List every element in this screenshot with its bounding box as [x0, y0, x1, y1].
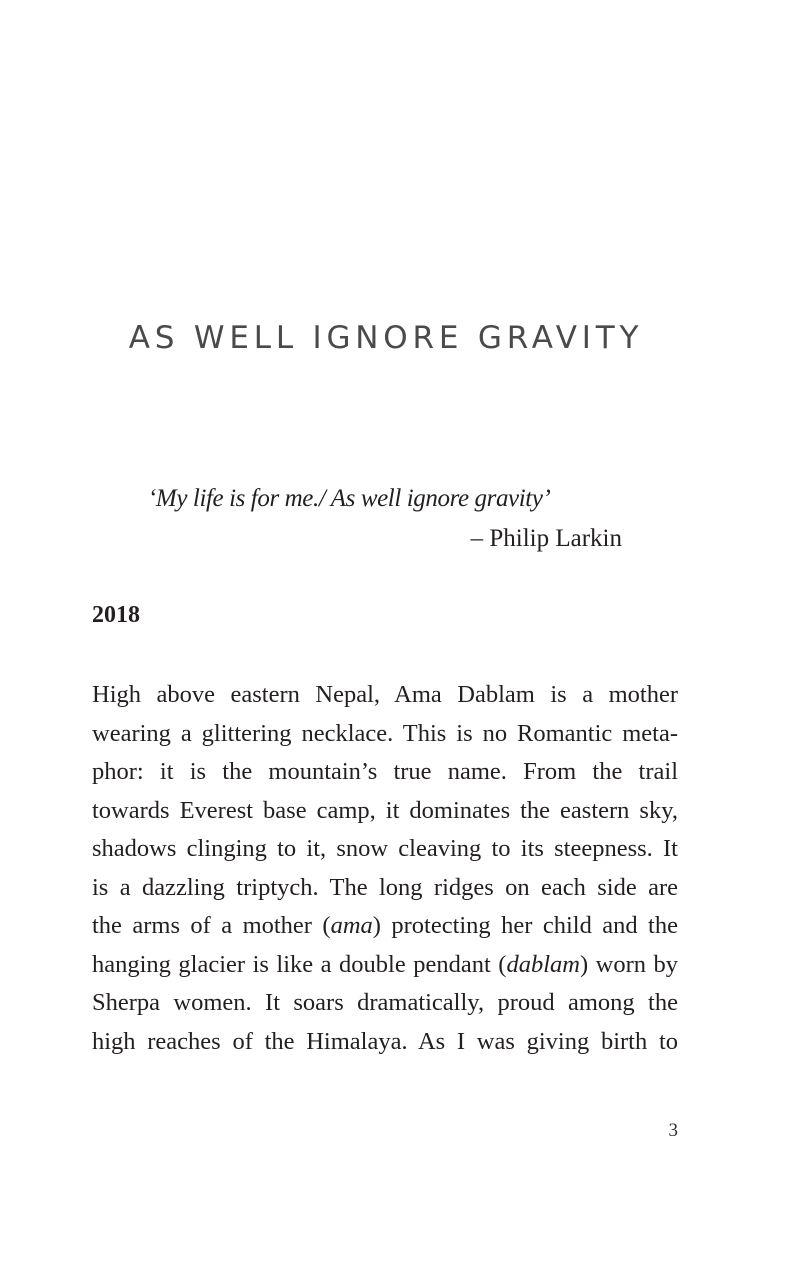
text-line — [92, 792, 678, 831]
text-span: phor: it is the mountain’s true name. From the trail — [92, 758, 678, 785]
text-span: ) protecting her child and the — [372, 912, 678, 939]
page-number: 3 — [668, 1120, 678, 1141]
epigraph-quote: ‘My life is for me./ As well ignore gravity’ — [148, 485, 551, 512]
text-span: towards Everest base camp, it dominates the eastern sky, — [92, 796, 678, 824]
body-paragraph — [92, 676, 678, 1061]
text-line — [92, 715, 678, 754]
text-span: wearing a glittering necklace. This is no Romantic meta- — [92, 719, 678, 747]
text-span: hanging glacier is like a double pendant ( — [92, 950, 507, 978]
text-span: ) worn by — [579, 950, 678, 978]
text-line — [92, 984, 678, 1023]
text-span: High above eastern Nepal, Ama Dablam is a mother — [92, 681, 678, 708]
section-heading: 2018 — [92, 602, 140, 628]
text-line — [92, 753, 678, 792]
text-line — [92, 830, 678, 869]
epigraph-attribution: – Philip Larkin — [470, 525, 622, 552]
text-span: shadows clinging to it, snow cleaving to its steepness. It — [92, 835, 678, 862]
text-span: the arms of a mother ( — [92, 912, 331, 939]
text-line — [92, 1023, 678, 1062]
text-line — [92, 869, 678, 908]
text-line — [92, 907, 678, 946]
text-span: high reaches of the Himalaya. As I was giving birth to — [92, 1027, 678, 1055]
epigraph — [148, 484, 622, 554]
italic-term-ama: ama — [330, 912, 373, 939]
italic-term-dablam: dablam — [506, 950, 580, 978]
text-line — [92, 676, 678, 715]
text-span: Sherpa women. It soars dramatically, proud among the — [92, 989, 678, 1016]
chapter-title: AS WELL IGNORE GRAVITY — [128, 320, 644, 356]
text-span: is a dazzling triptych. The long ridges on each side are — [92, 873, 678, 901]
text-line — [92, 946, 678, 985]
